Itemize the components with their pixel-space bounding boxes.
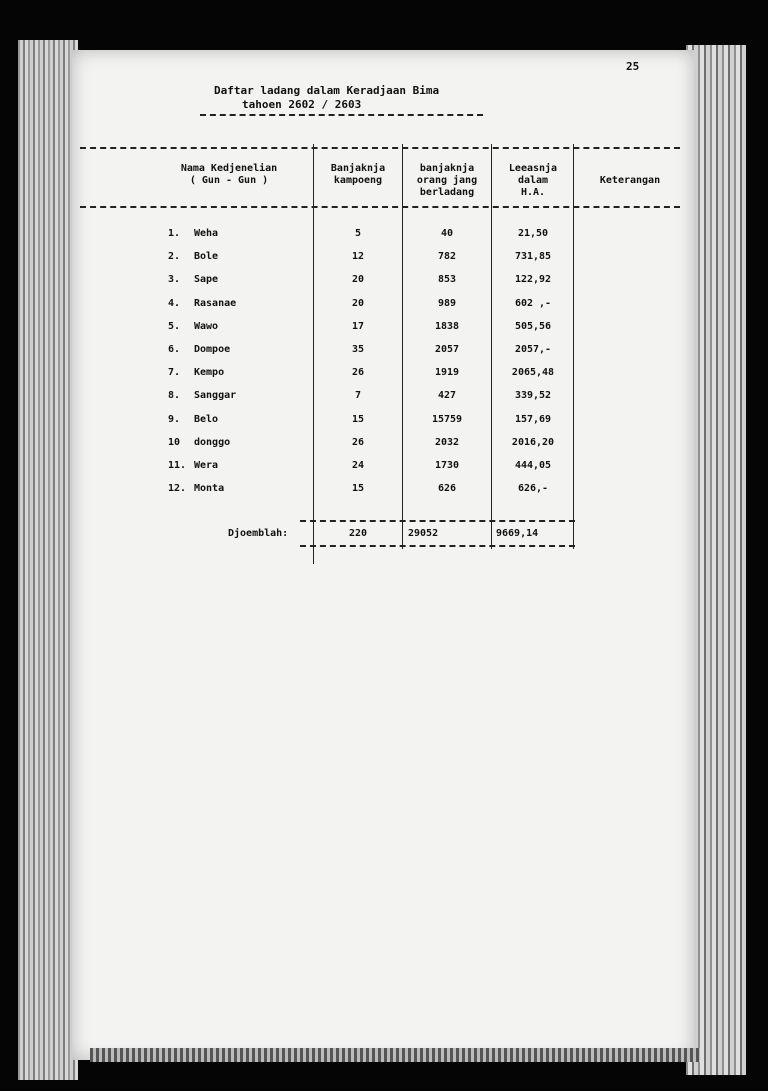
row-orang: 626 [437,483,457,494]
row-kampoeng: 24 [351,460,365,471]
header-keterangan: Keterangan [599,175,661,186]
row-luas: 444,05 [514,460,552,471]
row-luas: 21,50 [517,228,549,239]
row-luas: 2065,48 [511,367,555,378]
row-name: Dompoe [194,344,231,355]
document-title: Daftar ladang dalam Keradjaan Bima [214,84,440,97]
total-bottom-rule [300,545,575,547]
book-binding-left [18,40,78,1080]
row-luas: 2016,20 [511,437,555,448]
row-kampoeng: 20 [351,298,365,309]
row-orang: 1919 [434,367,460,378]
row-number: 6. [168,344,181,355]
row-name: Wera [194,460,219,471]
row-number: 5. [168,321,181,332]
row-luas: 626,- [517,483,549,494]
row-name: Sanggar [194,390,237,401]
row-number: 7. [168,367,181,378]
row-luas: 339,52 [514,390,552,401]
total-label: Djoemblah: [228,528,289,539]
row-kampoeng: 7 [354,390,362,401]
row-number: 11. [168,460,187,471]
row-kampoeng: 20 [351,274,365,285]
header-bottom-rule [80,206,680,208]
header-nama: Nama Kedjenelian ( Gun - Gun ) [180,163,278,186]
row-name: Sape [194,274,219,285]
total-top-rule [300,520,575,522]
row-luas: 505,56 [514,321,552,332]
row-orang: 782 [437,251,457,262]
row-name: Belo [194,414,219,425]
row-luas: 602 ,- [514,298,552,309]
row-name: Monta [194,483,225,494]
row-orang: 1838 [434,321,460,332]
total-orang: 29052 [408,528,439,539]
row-kampoeng: 26 [351,367,365,378]
row-kampoeng: 15 [351,414,365,425]
document-subtitle: tahoen 2602 / 2603 [242,98,362,111]
title-underline [200,114,483,116]
row-kampoeng: 15 [351,483,365,494]
column-divider [402,144,403,549]
row-orang: 15759 [431,414,463,425]
row-orang: 2057 [434,344,460,355]
total-kampoeng: 220 [348,528,368,539]
row-luas: 157,69 [514,414,552,425]
row-number: 12. [168,483,187,494]
row-luas: 122,92 [514,274,552,285]
row-kampoeng: 35 [351,344,365,355]
row-luas: 731,85 [514,251,552,262]
row-orang: 989 [437,298,457,309]
row-orang: 40 [440,228,454,239]
header-orang: banjaknja orang jang berladang [416,163,478,198]
row-number: 10 [168,437,181,448]
column-divider [573,144,574,549]
row-kampoeng: 26 [351,437,365,448]
row-number: 4. [168,298,181,309]
header-luas: Leeasnja dalam H.A. [508,163,558,198]
row-number: 3. [168,274,181,285]
row-luas: 2057,- [514,344,552,355]
row-name: Kempo [194,367,225,378]
row-number: 9. [168,414,181,425]
document-page [72,50,694,1060]
row-orang: 427 [437,390,457,401]
column-divider [491,144,492,549]
row-number: 8. [168,390,181,401]
row-orang: 1730 [434,460,460,471]
column-divider [313,144,314,564]
page-number: 25 [626,60,640,73]
header-kampoeng: Banjaknja kampoeng [330,163,386,186]
row-number: 1. [168,228,181,239]
row-name: Weha [194,228,219,239]
row-orang: 853 [437,274,457,285]
row-kampoeng: 17 [351,321,365,332]
row-name: Bole [194,251,219,262]
row-name: Wawo [194,321,219,332]
row-kampoeng: 12 [351,251,365,262]
page-bottom-edge [90,1048,700,1062]
row-kampoeng: 5 [354,228,362,239]
row-orang: 2032 [434,437,460,448]
row-name: donggo [194,437,231,448]
row-name: Rasanae [194,298,237,309]
total-luas: 9669,14 [496,528,539,539]
book-pages-right [686,45,746,1075]
row-number: 2. [168,251,181,262]
table-top-rule [80,147,680,149]
